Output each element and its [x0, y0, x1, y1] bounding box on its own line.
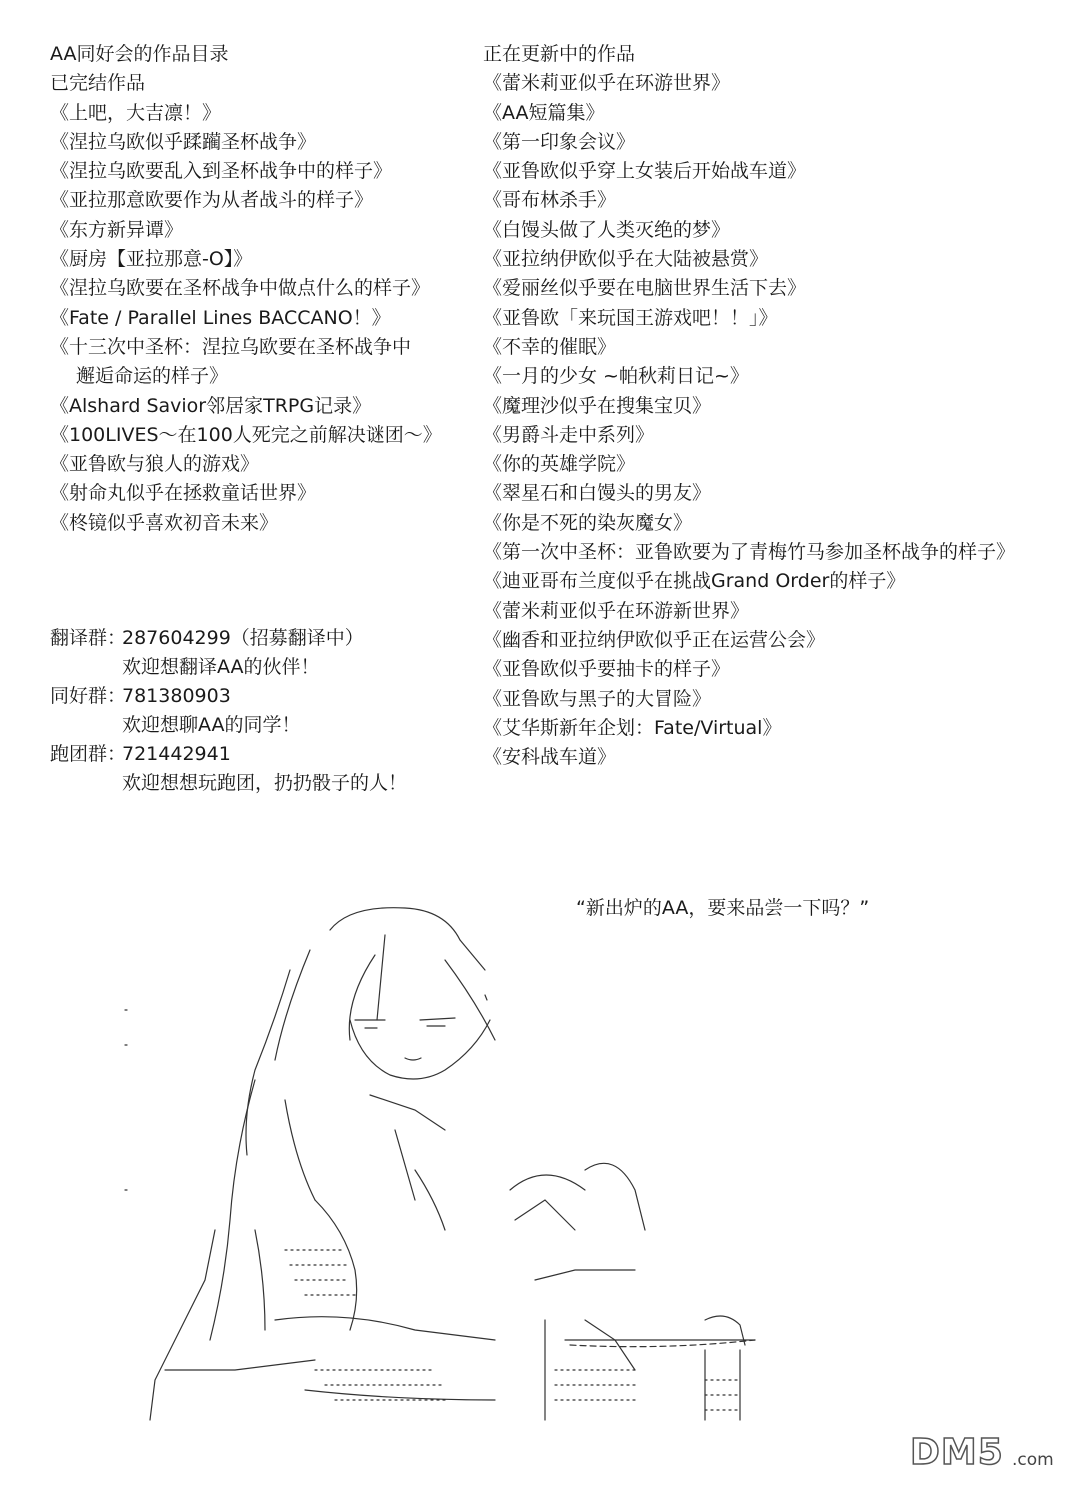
work-item: 《十三次中圣杯：涅拉乌欧要在圣杯战争中: [50, 335, 412, 358]
work-item: 《爱丽丝似乎要在电脑世界生活下去》: [483, 277, 807, 300]
work-item: 《亚鲁欧似乎要抽卡的样子》: [483, 658, 731, 681]
work-item: 《翠星石和白馒头的男友》: [483, 482, 712, 505]
work-item: 《上吧，大吉凛！》: [50, 101, 222, 124]
work-item: 《艾华斯新年企划：Fate/Virtual》: [483, 716, 782, 739]
group-note: 欢迎想聊AA的同学！: [122, 714, 301, 736]
work-item: 《第一次中圣杯：亚鲁欧要为了青梅竹马参加圣杯战争的样子》: [483, 541, 1016, 564]
work-item: 《涅拉乌欧要乱入到圣杯战争中的样子》: [50, 160, 393, 183]
work-item: 《东方新异谭》: [50, 218, 184, 241]
work-item: 《AA短篇集》: [483, 101, 605, 124]
catalog-heading: AA同好会的作品目录: [50, 43, 229, 65]
group-label: 翻译群：: [50, 627, 127, 649]
work-item: 《亚鲁欧似乎穿上女装后开始战车道》: [483, 160, 807, 183]
work-item: 《幽香和亚拉纳伊欧似乎正在运营公会》: [483, 628, 826, 651]
work-item: 《男爵斗走中系列》: [483, 423, 655, 446]
group-note: 欢迎想想玩跑团，扔扔骰子的人！: [122, 772, 408, 794]
work-item: 《Alshard Savior邻居家TRPG记录》: [50, 394, 372, 417]
work-item: 《亚拉纳伊欧似乎在大陆被悬赏》: [483, 248, 769, 271]
ongoing-works-column: [483, 40, 1063, 772]
dm5-logo: [910, 1432, 1060, 1478]
work-item: 《柊镜似乎喜欢初音未来》: [50, 511, 279, 534]
group-number: 287604299（招募翻译中）: [122, 627, 364, 649]
work-item: 《安科战车道》: [483, 746, 617, 769]
work-item: 《亚鲁欧与狼人的游戏》: [50, 453, 260, 476]
ongoing-heading: 正在更新中的作品: [483, 43, 636, 65]
work-item-continuation: 邂逅命运的样子》: [76, 365, 229, 388]
group-note: 欢迎想翻译AA的伙伴！: [122, 656, 320, 678]
logo-suffix: .com: [1012, 1450, 1054, 1470]
work-item: 《迪亚哥布兰度似乎在挑战Grand Order的样子》: [483, 570, 906, 593]
completed-heading: 已完结作品: [50, 72, 146, 95]
group-number: 781380903: [122, 685, 231, 707]
work-item: 《蕾米莉亚似乎在环游新世界》: [483, 599, 750, 622]
work-item: 《蕾米莉亚似乎在环游世界》: [483, 72, 731, 95]
work-item: 《Fate / Parallel Lines BACCANO！》: [50, 306, 391, 329]
work-item: 《第一印象会议》: [483, 130, 636, 153]
ascii-art-illustration: [115, 900, 765, 1430]
work-item: 《涅拉乌欧似乎蹂躏圣杯战争》: [50, 130, 317, 153]
group-label: 同好群：: [50, 685, 127, 707]
completed-works-column: [50, 40, 470, 538]
work-item: 《100LIVES～在100人死完之前解决谜团～》: [50, 423, 442, 446]
work-item: 《你的英雄学院》: [483, 453, 636, 476]
work-item: 《魔理沙似乎在搜集宝贝》: [483, 394, 712, 417]
group-number: 721442941: [122, 743, 231, 765]
speech-line: “新出炉的AA，要来品尝一下吗？”: [576, 897, 870, 919]
work-item: 《亚拉那意欧要作为从者战斗的样子》: [50, 189, 374, 212]
work-item: 《涅拉乌欧要在圣杯战争中做点什么的样子》: [50, 277, 431, 300]
work-item: 《一月的少女 ~帕秋莉日记~》: [483, 365, 749, 388]
work-item: 《哥布林杀手》: [483, 189, 617, 212]
work-item: 《你是不死的染灰魔女》: [483, 511, 693, 534]
work-item: 《射命丸似乎在拯救童话世界》: [50, 482, 317, 505]
work-item: 《亚鲁欧「来玩国王游戏吧！！」》: [483, 306, 778, 329]
work-item: 《白馒头做了人类灭绝的梦》: [483, 218, 731, 241]
group-label: 跑团群：: [50, 743, 127, 765]
work-item: 《厨房【亚拉那意-O】》: [50, 248, 253, 271]
logo-mark: DM5: [910, 1432, 1004, 1473]
work-item: 《亚鲁欧与黑子的大冒险》: [483, 687, 712, 710]
work-item: 《不幸的催眠》: [483, 335, 617, 358]
